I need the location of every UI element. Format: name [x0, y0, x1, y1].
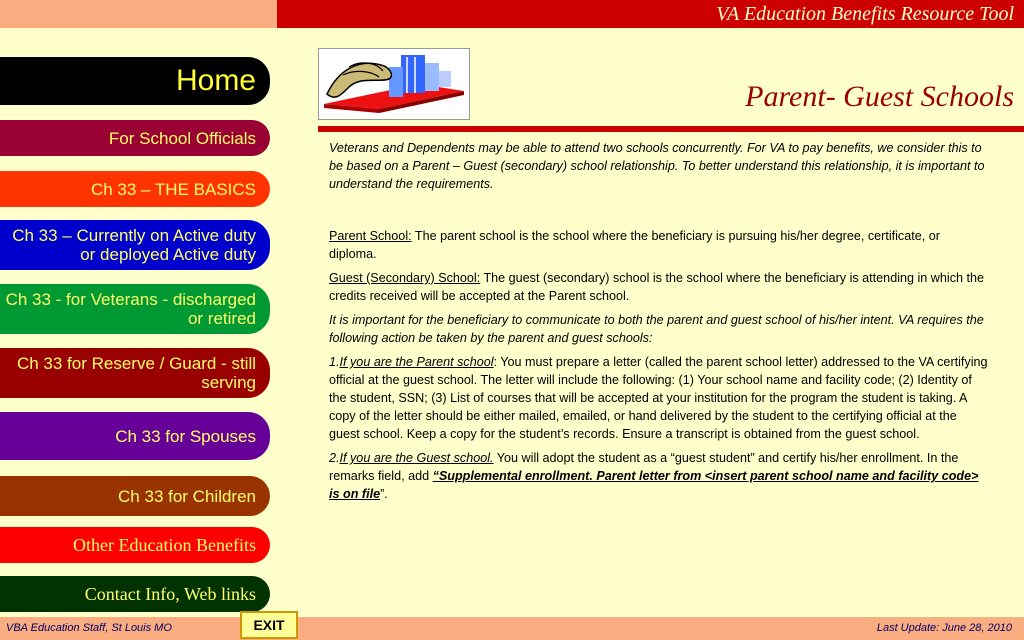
step1-paragraph: [329, 353, 989, 443]
step2-label: If you are the Guest school.: [339, 451, 494, 465]
guest-school-paragraph: [329, 269, 989, 305]
title-divider: [318, 126, 1024, 132]
nav-children-button[interactable]: [0, 476, 270, 516]
step2-number: 2.: [329, 451, 340, 465]
intro-paragraph: Veterans and Dependents may be able to attend two schools concurrently. For VA to pay benefits, we consider this to be based on a Parent – Guest (secondary) school relationship. To better understand this relationship, it is important to understand the requirements.: [329, 141, 985, 191]
nav-spouses-button[interactable]: [0, 412, 270, 460]
guest-school-text: The guest (secondary) school is the school where the beneficiary is attending in which the credits received will be accepted at the Parent school.: [329, 271, 985, 303]
building-hand-icon: [319, 49, 469, 119]
nav-other-benefits-label: Other Education Benefits: [73, 534, 256, 555]
step1-text: : You must prepare a letter (called the parent school letter) addressed to the VA certifying official at the guest school. The letter will include the following: (1) Your school name and facility code; (2) Identity of the student, SSN; (3) List of courses that will be accepted at your institution for the program the student is taking. A copy of the letter should be either mailed, emailed, or hand delivered by the student to the certifying official at the guest school. Keep a copy for the student’s records. Ensure a transcript is obtained from the guest school.: [329, 355, 988, 441]
top-bar: [277, 0, 1024, 28]
step2-paragraph: [329, 449, 989, 503]
nav-basics-label: Ch 33 – THE BASICS: [90, 179, 256, 199]
nav-reserve-label: Ch 33 for Reserve / Guard - still serving: [16, 354, 256, 392]
nav-veterans-label: Ch 33 - for Veterans - discharged or retired: [5, 290, 256, 328]
nav-contact-label: Contact Info, Web links: [84, 583, 256, 604]
nav-veterans-button[interactable]: [0, 284, 270, 334]
nav-basics-button[interactable]: [0, 171, 270, 207]
guest-school-label: Guest (Secondary) School:: [329, 271, 481, 285]
top-bar-left: [0, 0, 277, 28]
footer-credit: VBA Education Staff, St Louis MO: [6, 622, 172, 634]
last-update: Last Update: June 28, 2010: [876, 622, 1012, 634]
parent-school-label: Parent School:: [329, 229, 412, 243]
nav-school-officials-button[interactable]: [0, 120, 270, 156]
step2-text: You will adopt the student as a “guest student” and certify his/her enrollment. In the remarks field, add: [329, 451, 959, 483]
logo-image: [318, 48, 470, 120]
content-area: [329, 139, 989, 503]
step2-remark: “Supplemental enrollment. Parent letter from <insert parent school name and facility code> is on file: [329, 469, 979, 501]
nav-home-label: Home: [175, 64, 256, 97]
nav-reserve-button[interactable]: [0, 348, 270, 398]
nav-active-duty-label: Ch 33 – Currently on Active duty or deployed Active duty: [12, 226, 256, 264]
nav-home-button[interactable]: [0, 57, 270, 105]
nav-school-officials-label: For School Officials: [108, 128, 256, 148]
step1-number: 1.: [329, 355, 340, 369]
nav-spouses-label: Ch 33 for Spouses: [115, 426, 256, 446]
parent-school-paragraph: [329, 227, 989, 263]
step1-label: If you are the Parent school: [339, 355, 494, 369]
nav-contact-button[interactable]: [0, 576, 270, 612]
page-title: Parent- Guest Schools: [745, 80, 1014, 113]
important-paragraph: It is important for the beneficiary to communicate to both the parent and guest school of his/her intent. VA requires the following action be taken by the parent and guest schools:: [329, 313, 984, 345]
nav-children-label: Ch 33 for Children: [118, 486, 256, 506]
step2-end: ”.: [380, 487, 388, 501]
parent-school-text: The parent school is the school where the beneficiary is pursuing his/her degree, certificate, or diploma.: [329, 229, 940, 261]
exit-button[interactable]: EXIT: [240, 611, 298, 639]
nav-active-duty-button[interactable]: [0, 220, 270, 270]
nav-other-benefits-button[interactable]: [0, 527, 270, 563]
app-title: VA Education Benefits Resource Tool: [716, 3, 1014, 25]
